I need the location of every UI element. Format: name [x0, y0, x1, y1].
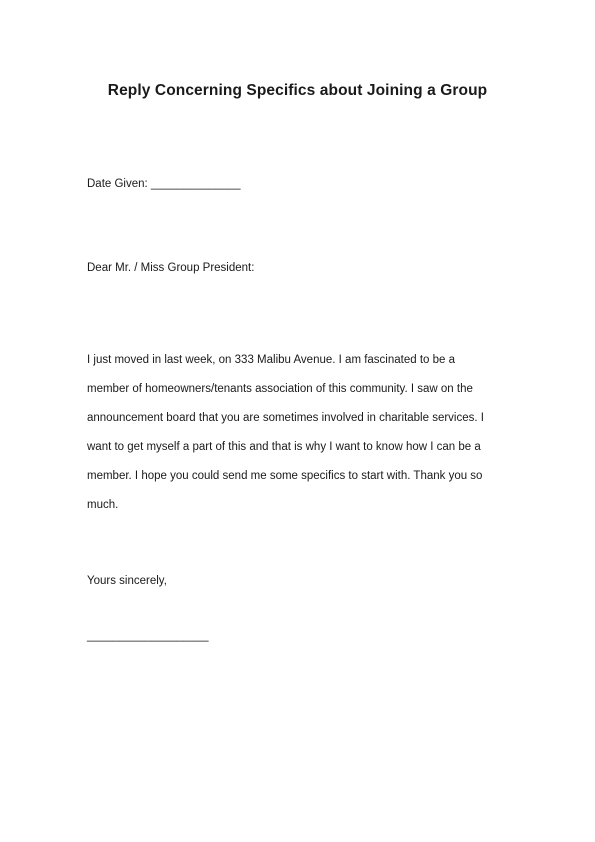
- body-line: much.: [87, 499, 119, 511]
- signature-line: ___________________: [87, 630, 209, 642]
- salutation: Dear Mr. / Miss Group President:: [87, 262, 255, 274]
- letter-title: Reply Concerning Specifics about Joining a Group: [107, 82, 488, 99]
- letter-body: [87, 346, 484, 520]
- body-line: announcement board that you are sometimes involved in charitable services. I: [87, 412, 484, 424]
- body-line: member of homeowners/tenants association of this community. I saw on the: [87, 383, 473, 395]
- body-line: member. I hope you could send me some specifics to start with. Thank you so: [87, 470, 483, 482]
- body-line: want to get myself a part of this and that is why I want to know how I can be a: [87, 441, 481, 453]
- date-line: Date Given: ______________: [87, 178, 241, 190]
- body-line: I just moved in last week, on 333 Malibu Avenue. I am fascinated to be a: [87, 354, 456, 366]
- closing: Yours sincerely,: [87, 575, 167, 587]
